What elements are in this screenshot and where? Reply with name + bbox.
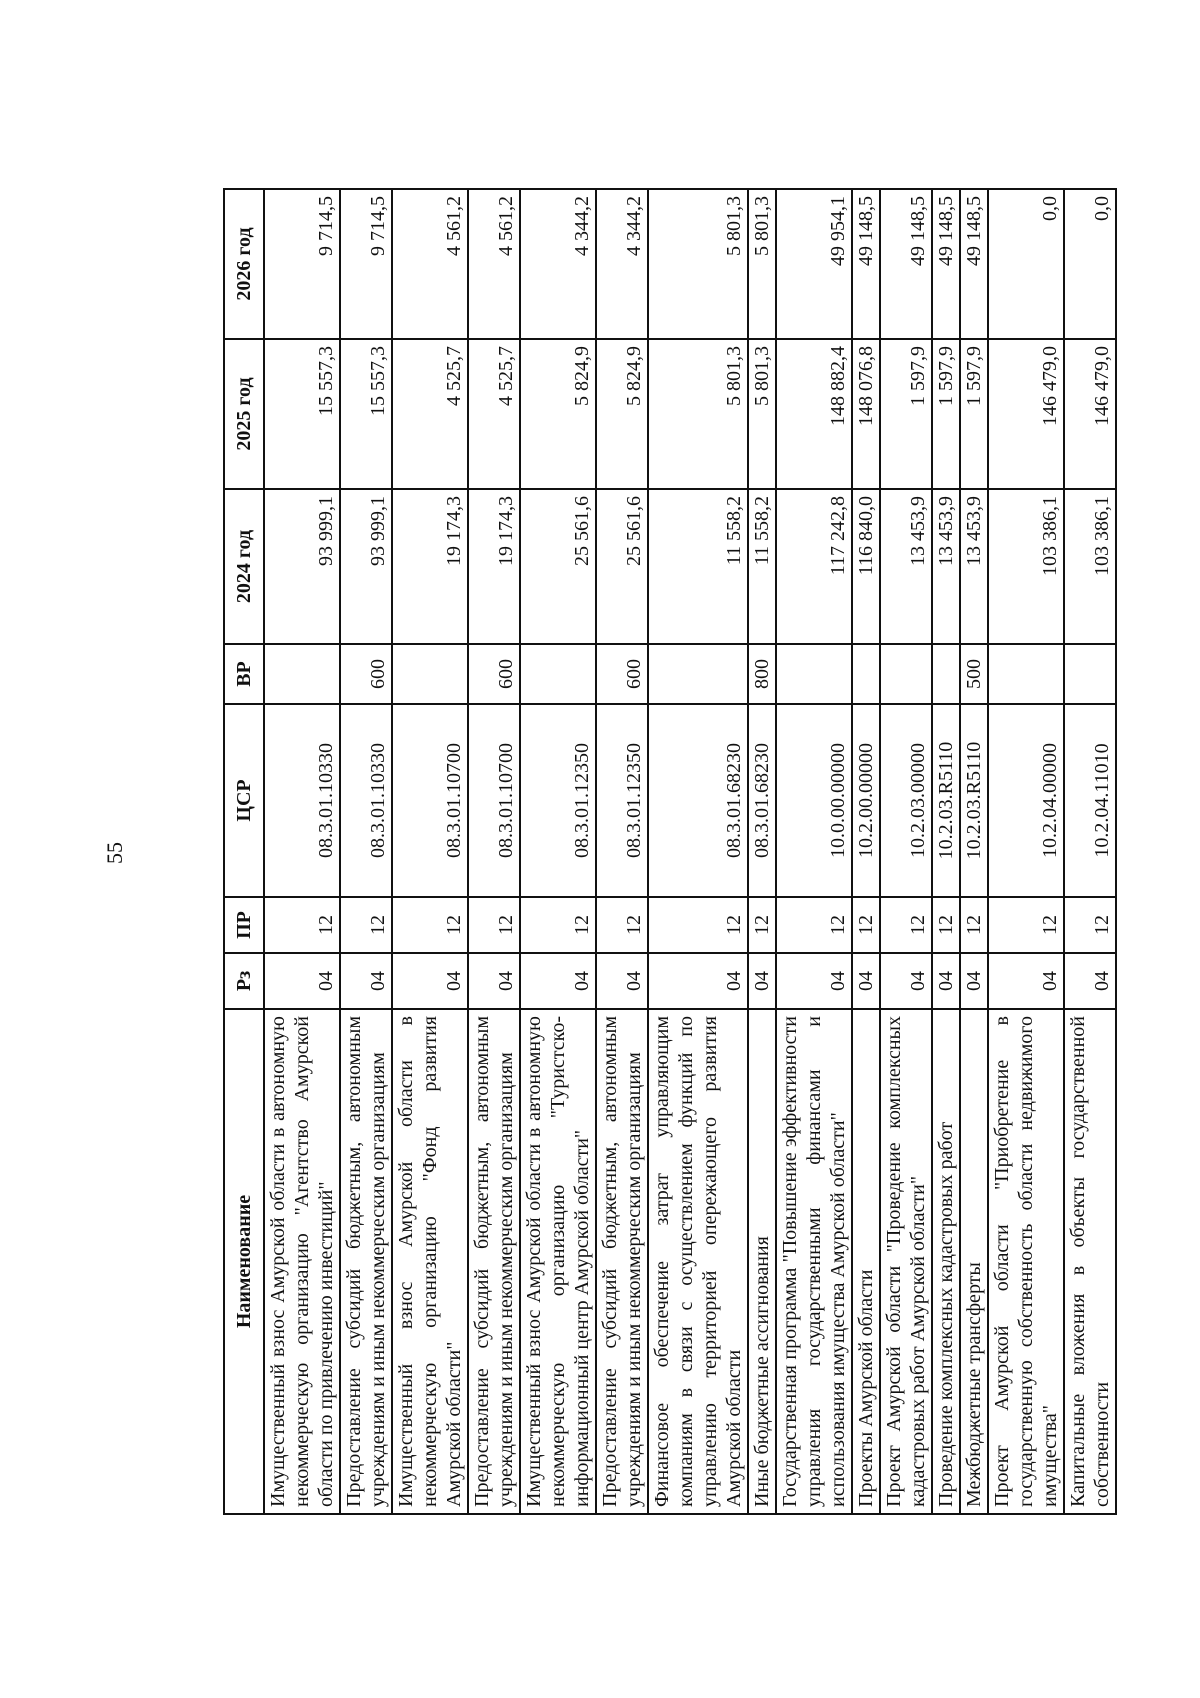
cell-2024: 19 174,3 — [392, 489, 468, 644]
cell-2025: 4 525,7 — [468, 339, 520, 489]
cell-2026: 49 148,5 — [960, 189, 988, 339]
column-header-2024: 2024 год — [224, 489, 264, 644]
table-row — [1064, 189, 1116, 1514]
cell-2026: 4 344,2 — [596, 189, 648, 339]
cell-rz: 04 — [960, 953, 988, 1009]
cell-csr: 08.3.01.68230 — [748, 704, 776, 897]
cell-2024: 13 453,9 — [960, 489, 988, 644]
page-number: 55 — [102, 842, 127, 864]
cell-rz: 04 — [264, 953, 340, 1009]
table-row — [748, 189, 776, 1514]
table-row — [648, 189, 748, 1514]
cell-pr: 12 — [988, 897, 1064, 953]
cell-vr — [392, 644, 468, 704]
cell-name: Капитальные вложения в объекты государственной собственности — [1064, 1009, 1116, 1514]
cell-2024: 13 453,9 — [932, 489, 960, 644]
cell-rz: 04 — [748, 953, 776, 1009]
cell-name: Имущественный взнос Амурской области в некоммерческую организацию "Фонд развития Амурской области" — [392, 1009, 468, 1514]
cell-csr: 08.3.01.68230 — [648, 704, 748, 897]
cell-rz: 04 — [596, 953, 648, 1009]
table-row — [960, 189, 988, 1514]
cell-2024: 11 558,2 — [748, 489, 776, 644]
cell-rz: 04 — [880, 953, 932, 1009]
cell-2026: 5 801,3 — [648, 189, 748, 339]
cell-csr: 10.0.00.00000 — [776, 704, 852, 897]
cell-2026: 9 714,5 — [340, 189, 392, 339]
cell-name: Имущественный взнос Амурской области в автономную некоммерческую организацию "Агентство Амурской области по привлечению инвестиций" — [264, 1009, 340, 1514]
cell-vr — [520, 644, 596, 704]
cell-rz: 04 — [648, 953, 748, 1009]
rotated-table-container — [223, 190, 1113, 1515]
cell-vr — [1064, 644, 1116, 704]
cell-name: Проект Амурской области "Проведение комплексных кадастровых работ Амурской области" — [880, 1009, 932, 1514]
cell-2024: 25 561,6 — [596, 489, 648, 644]
cell-pr: 12 — [1064, 897, 1116, 953]
cell-2026: 0,0 — [988, 189, 1064, 339]
cell-vr — [880, 644, 932, 704]
cell-pr: 12 — [520, 897, 596, 953]
cell-name: Проект Амурской области "Приобретение в государственную собственность области недвижимого имущества" — [988, 1009, 1064, 1514]
cell-name: Предоставление субсидий бюджетным, автономным учреждениям и иным некоммерческим организациям — [596, 1009, 648, 1514]
cell-2024: 103 386,1 — [988, 489, 1064, 644]
cell-2024: 19 174,3 — [468, 489, 520, 644]
column-header-rz: Рз — [224, 953, 264, 1009]
column-header-csr: ЦСР — [224, 704, 264, 897]
cell-pr: 12 — [264, 897, 340, 953]
cell-vr — [648, 644, 748, 704]
cell-2024: 116 840,0 — [852, 489, 880, 644]
cell-2024: 93 999,1 — [264, 489, 340, 644]
cell-vr — [988, 644, 1064, 704]
cell-name: Иные бюджетные ассигнования — [748, 1009, 776, 1514]
cell-csr: 08.3.01.10700 — [392, 704, 468, 897]
cell-name: Проекты Амурской области — [852, 1009, 880, 1514]
cell-vr — [852, 644, 880, 704]
cell-vr: 600 — [468, 644, 520, 704]
cell-2025: 148 076,8 — [852, 339, 880, 489]
cell-2026: 5 801,3 — [748, 189, 776, 339]
cell-name: Финансовое обеспечение затрат управляющим компаниям в связи с осуществлением функций по управлению территорией опережающего развития Амурской области — [648, 1009, 748, 1514]
cell-rz: 04 — [392, 953, 468, 1009]
cell-pr: 12 — [776, 897, 852, 953]
column-header-2026: 2026 год — [224, 189, 264, 339]
cell-2024: 11 558,2 — [648, 489, 748, 644]
cell-name: Предоставление субсидий бюджетным, автономным учреждениям и иным некоммерческим организациям — [340, 1009, 392, 1514]
cell-2026: 4 561,2 — [392, 189, 468, 339]
cell-csr: 10.2.03.R5110 — [932, 704, 960, 897]
cell-csr: 10.2.00.00000 — [852, 704, 880, 897]
cell-csr: 08.3.01.10330 — [264, 704, 340, 897]
table-row — [932, 189, 960, 1514]
cell-2026: 49 148,5 — [852, 189, 880, 339]
cell-2025: 146 479,0 — [988, 339, 1064, 489]
cell-2025: 4 525,7 — [392, 339, 468, 489]
cell-csr: 08.3.01.10330 — [340, 704, 392, 897]
cell-2025: 1 597,9 — [960, 339, 988, 489]
cell-2026: 4 344,2 — [520, 189, 596, 339]
column-header-name: Наименование — [224, 1009, 264, 1514]
cell-vr — [776, 644, 852, 704]
cell-name: Государственная программа "Повышение эффективности управления государственными финансами и использования имущества Амурской области" — [776, 1009, 852, 1514]
cell-pr: 12 — [648, 897, 748, 953]
cell-2026: 49 954,1 — [776, 189, 852, 339]
cell-pr: 12 — [852, 897, 880, 953]
cell-pr: 12 — [468, 897, 520, 953]
cell-2025: 148 882,4 — [776, 339, 852, 489]
cell-csr: 10.2.04.11010 — [1064, 704, 1116, 897]
cell-2025: 146 479,0 — [1064, 339, 1116, 489]
cell-2026: 0,0 — [1064, 189, 1116, 339]
cell-rz: 04 — [1064, 953, 1116, 1009]
cell-name: Межбюджетные трансферты — [960, 1009, 988, 1514]
cell-2025: 5 801,3 — [648, 339, 748, 489]
cell-rz: 04 — [520, 953, 596, 1009]
cell-pr: 12 — [748, 897, 776, 953]
table-row — [776, 189, 852, 1514]
cell-csr: 10.2.03.00000 — [880, 704, 932, 897]
cell-rz: 04 — [776, 953, 852, 1009]
cell-vr: 800 — [748, 644, 776, 704]
cell-name: Проведение комплексных кадастровых работ — [932, 1009, 960, 1514]
cell-pr: 12 — [392, 897, 468, 953]
cell-2024: 25 561,6 — [520, 489, 596, 644]
cell-csr: 08.3.01.12350 — [596, 704, 648, 897]
column-header-vr: ВР — [224, 644, 264, 704]
cell-vr: 600 — [340, 644, 392, 704]
table-row — [264, 189, 340, 1514]
cell-2024: 117 242,8 — [776, 489, 852, 644]
cell-2026: 49 148,5 — [880, 189, 932, 339]
table-row — [880, 189, 932, 1514]
cell-2026: 49 148,5 — [932, 189, 960, 339]
cell-2026: 9 714,5 — [264, 189, 340, 339]
table-row — [596, 189, 648, 1514]
table-row — [340, 189, 392, 1514]
cell-pr: 12 — [932, 897, 960, 953]
cell-2025: 5 824,9 — [596, 339, 648, 489]
cell-name: Предоставление субсидий бюджетным, автономным учреждениям и иным некоммерческим организациям — [468, 1009, 520, 1514]
cell-csr: 08.3.01.12350 — [520, 704, 596, 897]
budget-table — [223, 188, 1117, 1515]
cell-name: Имущественный взнос Амурской области в автономную некоммерческую организацию "Туристско-информационный центр Амурской области" — [520, 1009, 596, 1514]
cell-2025: 5 824,9 — [520, 339, 596, 489]
table-row — [520, 189, 596, 1514]
column-header-pr: ПР — [224, 897, 264, 953]
table-header-row — [224, 189, 264, 1514]
cell-2025: 15 557,3 — [340, 339, 392, 489]
cell-2024: 13 453,9 — [880, 489, 932, 644]
cell-vr: 500 — [960, 644, 988, 704]
cell-pr: 12 — [596, 897, 648, 953]
table-row — [392, 189, 468, 1514]
cell-2024: 103 386,1 — [1064, 489, 1116, 644]
cell-2025: 5 801,3 — [748, 339, 776, 489]
table-row — [468, 189, 520, 1514]
cell-2025: 1 597,9 — [932, 339, 960, 489]
cell-vr — [932, 644, 960, 704]
cell-rz: 04 — [988, 953, 1064, 1009]
cell-pr: 12 — [340, 897, 392, 953]
cell-2025: 1 597,9 — [880, 339, 932, 489]
table-row — [988, 189, 1064, 1514]
cell-2026: 4 561,2 — [468, 189, 520, 339]
table-row — [852, 189, 880, 1514]
cell-csr: 10.2.04.00000 — [988, 704, 1064, 897]
cell-vr: 600 — [596, 644, 648, 704]
cell-rz: 04 — [852, 953, 880, 1009]
cell-csr: 08.3.01.10700 — [468, 704, 520, 897]
cell-rz: 04 — [468, 953, 520, 1009]
column-header-2025: 2025 год — [224, 339, 264, 489]
cell-pr: 12 — [880, 897, 932, 953]
cell-pr: 12 — [960, 897, 988, 953]
cell-2024: 93 999,1 — [340, 489, 392, 644]
table-body — [264, 189, 1116, 1514]
cell-rz: 04 — [932, 953, 960, 1009]
cell-2025: 15 557,3 — [264, 339, 340, 489]
cell-vr — [264, 644, 340, 704]
cell-csr: 10.2.03.R5110 — [960, 704, 988, 897]
cell-rz: 04 — [340, 953, 392, 1009]
